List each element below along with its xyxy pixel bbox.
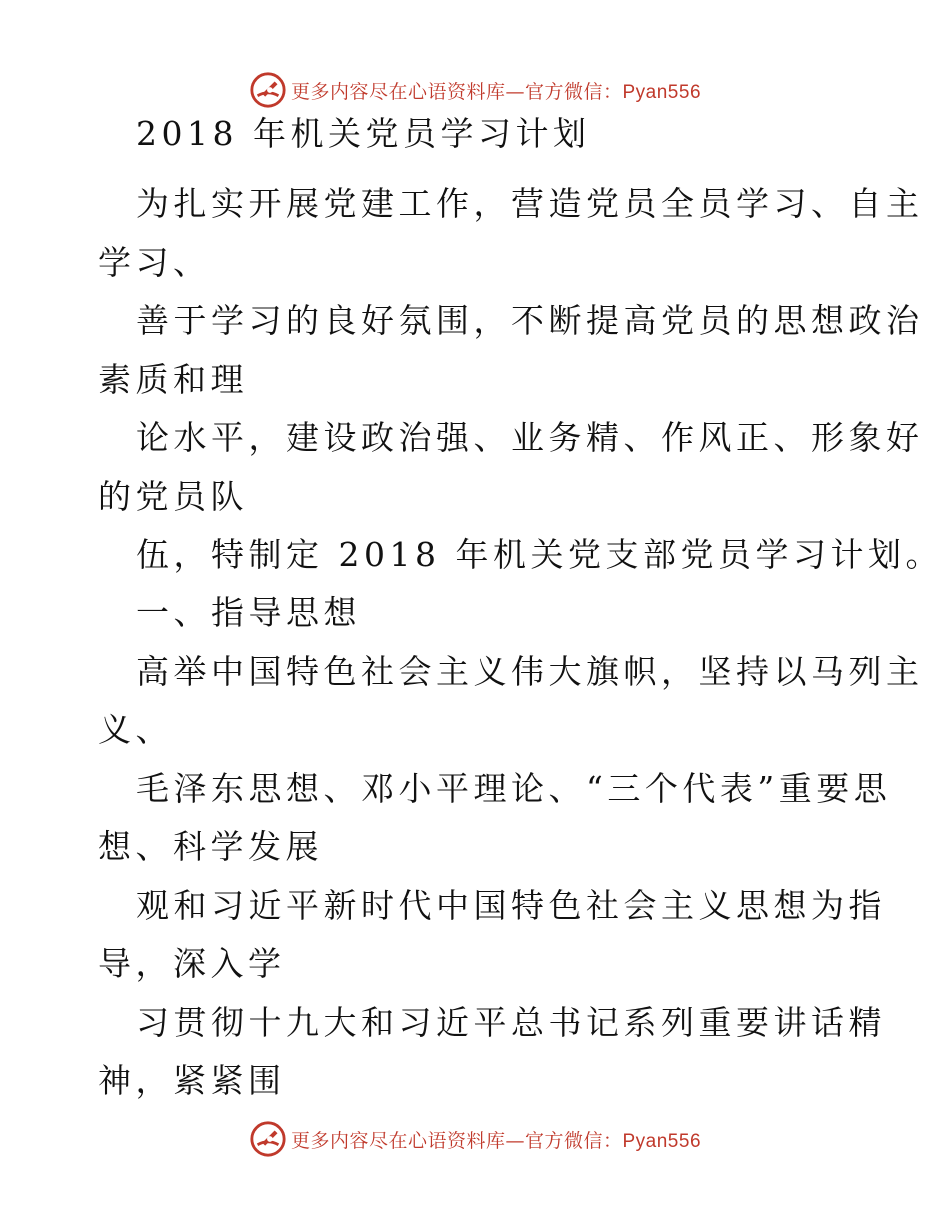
paragraph-line: 伍，特制定 2018 年机关党支部党员学习计划。 <box>136 535 943 574</box>
footer-watermark-banner <box>0 1119 950 1159</box>
header-watermark-banner <box>0 70 950 110</box>
banner-text: 更多内容尽在心语资料库—官方微信： <box>290 1129 623 1152</box>
paragraph-line: 神，紧紧围 <box>98 1061 286 1100</box>
paragraph-line: 为扎实开展党建工作，营造党员全员学习、自主 <box>136 184 924 223</box>
book-pen-logo-icon <box>249 71 287 109</box>
paragraph-line: 的党员队 <box>98 477 248 516</box>
paragraph-line: 导，深入学 <box>98 944 286 983</box>
paragraph-line: 义、 <box>98 710 173 749</box>
banner-text: 更多内容尽在心语资料库—官方微信： <box>290 80 623 103</box>
document-title: 2018 年机关党员学习计划 <box>136 114 591 153</box>
paragraph-line: 高举中国特色社会主义伟大旗帜，坚持以马列主 <box>136 652 924 691</box>
paragraph-line: 习贯彻十九大和习近平总书记系列重要讲话精 <box>136 1003 886 1042</box>
paragraph-line: 善于学习的良好氛围，不断提高党员的思想政治 <box>136 301 924 340</box>
paragraph-line: 观和习近平新时代中国特色社会主义思想为指 <box>136 886 886 925</box>
paragraph-line: 想、科学发展 <box>98 827 323 866</box>
section-heading: 一、指导思想 <box>136 593 361 632</box>
paragraph-line: 学习、 <box>98 243 211 282</box>
paragraph-line: 毛泽东思想、邓小平理论、“三个代表”重要思 <box>136 769 892 808</box>
paragraph-line: 素质和理 <box>98 360 248 399</box>
paragraph-line: 论水平，建设政治强、业务精、作风正、形象好 <box>136 418 924 457</box>
banner-wechat-id: Pyan556 <box>622 1130 702 1152</box>
book-pen-logo-icon <box>249 1120 287 1158</box>
banner-wechat-id: Pyan556 <box>622 81 702 103</box>
